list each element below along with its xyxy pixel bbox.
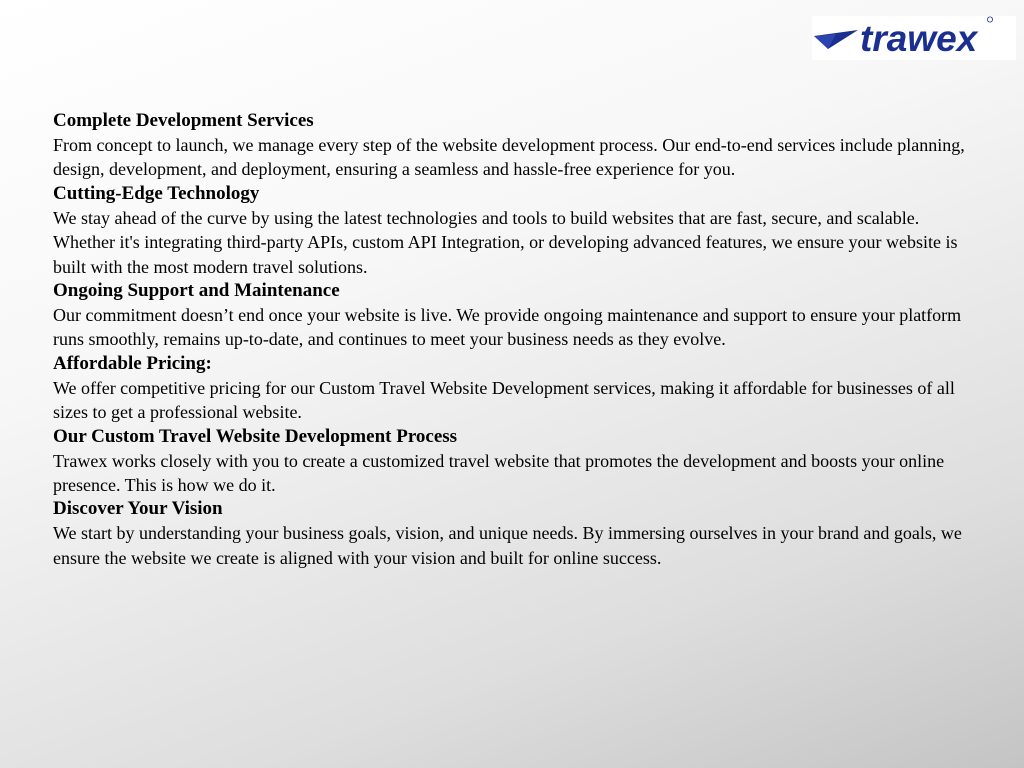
- section-development-services: [53, 109, 973, 182]
- section-heading: Complete Development Services: [53, 110, 314, 131]
- trawex-logo-graphic: [812, 16, 1016, 60]
- section-heading: Ongoing Support and Maintenance: [53, 280, 340, 302]
- section-support: [53, 279, 973, 352]
- section-paragraph: We stay ahead of the curve by using the latest technologies and tools to build websites that are fast, secure, and scalable. Whether it's integrating third-party APIs, custom API Integration, or developing advanced features, we ensure your website is built with the most modern travel solutions.: [53, 207, 958, 277]
- section-paragraph: From concept to launch, we manage every step of the website development process. Our end-to-end services include planning, design, development, and deployment, ensuring a seamless and hassle-free experience for you.: [53, 135, 965, 180]
- section-heading: Discover Your Vision: [53, 498, 223, 520]
- section-technology: [53, 182, 973, 279]
- trawex-logo: [812, 16, 1016, 60]
- section-paragraph: Our commitment doesn’t end once your website is live. We provide ongoing maintenance and support to ensure your platform runs smoothly, remains up-to-date, and continues to meet your business needs as they evolve.: [53, 305, 962, 350]
- section-pricing: [53, 352, 973, 425]
- section-heading: Cutting-Edge Technology: [53, 182, 260, 204]
- section-paragraph: We offer competitive pricing for our Custom Travel Website Development services, making it affordable for businesses of all sizes to get a professional website.: [53, 377, 955, 423]
- section-paragraph: Trawex works closely with you to create a customized travel website that promotes the development and boosts your online presence. This is how we do it.: [53, 450, 945, 496]
- registered-mark-icon: [987, 17, 992, 22]
- section-vision: [53, 497, 973, 570]
- section-heading: Our Custom Travel Website Development Process: [53, 425, 458, 447]
- content-body: [53, 109, 973, 570]
- section-heading: Affordable Pricing:: [53, 352, 212, 374]
- section-process: [53, 425, 973, 498]
- logo-wordmark: trawex: [860, 18, 978, 59]
- section-paragraph: We start by understanding your business goals, vision, and unique needs. By immersing ourselves in your brand and goals, we ensure the website we create is aligned with your vision and built for online success.: [53, 523, 962, 568]
